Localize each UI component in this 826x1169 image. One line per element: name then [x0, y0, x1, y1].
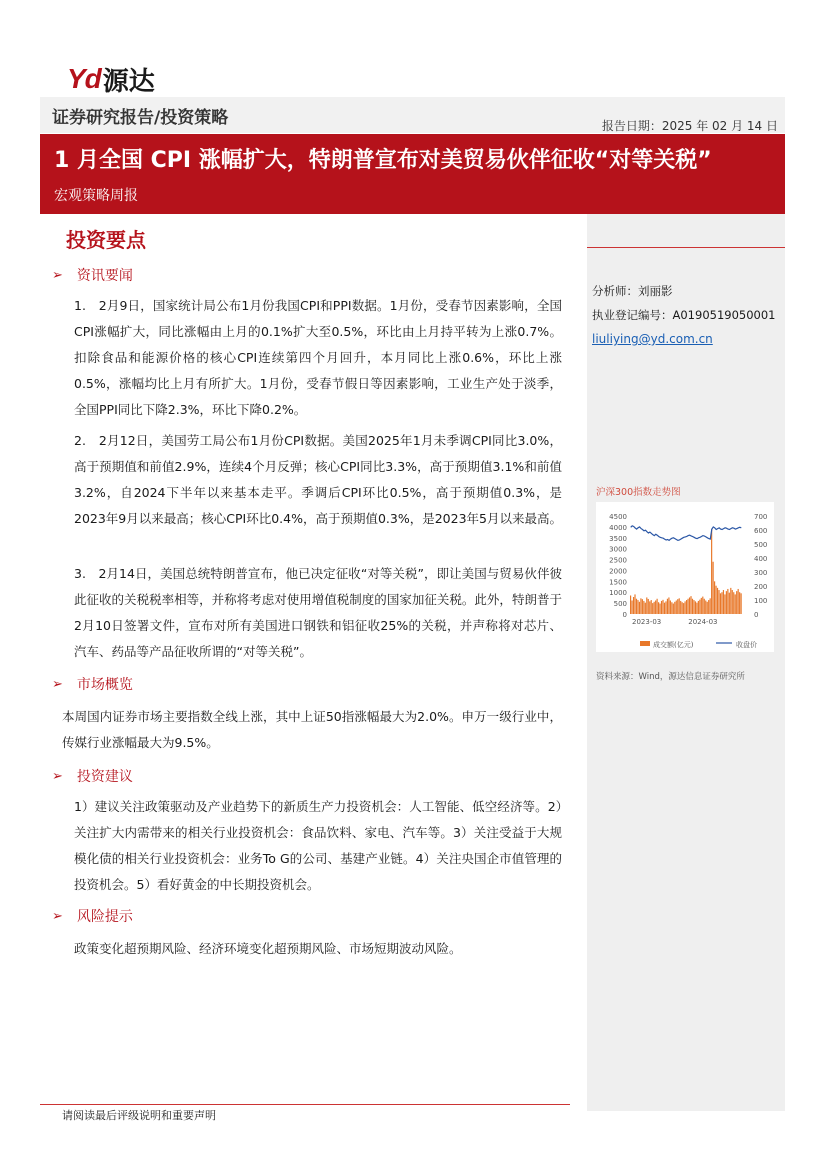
volume-bar [686, 600, 687, 614]
volume-bar [631, 600, 632, 614]
volume-bar [733, 592, 734, 614]
analyst-name: 分析师：刘丽影 [592, 284, 673, 298]
section-heading-label: 资讯要闻 [76, 268, 133, 284]
analyst-license: 执业登记编号：A0190519050001 [592, 308, 776, 322]
volume-bar [720, 593, 721, 614]
left-tick-label: 1000 [609, 589, 627, 598]
volume-bar [687, 599, 688, 614]
arrow-icon: ➢ [52, 908, 63, 924]
risk-warning: 政策变化超预期风险、经济环境变化超预期风险、市场短期波动风险。 [74, 941, 462, 956]
volume-bar [738, 589, 739, 614]
volume-bar [714, 581, 715, 614]
chart-title: 沪深300指数走势图 [596, 487, 681, 498]
volume-bar [717, 588, 718, 614]
close-line [631, 526, 742, 541]
section-heading-label: 市场概览 [76, 677, 133, 693]
volume-bar [701, 598, 702, 614]
logo-text: 源达 [102, 66, 155, 97]
left-tick-label: 500 [613, 600, 627, 609]
volume-bar [646, 597, 647, 614]
volume-bar [668, 597, 669, 614]
volume-bar [708, 600, 709, 614]
volume-bar [690, 596, 691, 614]
x-axis-ticks [632, 618, 717, 626]
report-title: 1 月全国 CPI 涨幅扩大，特朗普宣布对美贸易伙伴征收“对等关税” [54, 148, 712, 173]
right-tick-label: 600 [754, 527, 768, 535]
volume-bar [651, 600, 652, 614]
market-summary: 本周国内证券市场主要指数全线上涨，其中上证50指涨幅最大为2.0%。申万一级行业中，传媒行业涨幅最大为9.5%。 [62, 709, 562, 750]
volume-bar [633, 597, 634, 614]
left-tick-label: 2500 [609, 556, 627, 565]
volume-bar [665, 601, 666, 614]
arrow-icon: ➢ [52, 768, 63, 784]
company-logo [67, 62, 155, 96]
report-category: 证券研究报告/投资策略 [52, 108, 229, 128]
left-axis-ticks [609, 513, 627, 619]
volume-bar [645, 603, 646, 614]
volume-bar [721, 592, 722, 614]
left-tick-label: 2000 [609, 567, 627, 576]
volume-bar [634, 594, 635, 614]
chart-source: 资料来源：Wind，源达信息证券研究所 [596, 672, 745, 682]
volume-bar [727, 589, 728, 614]
close-price-line [631, 526, 742, 541]
volume-bar [654, 602, 655, 614]
volume-bar [676, 600, 677, 614]
volume-bar [739, 592, 740, 614]
volume-bar [689, 597, 690, 614]
volume-bar [692, 599, 693, 614]
arrow-icon: ➢ [52, 267, 63, 283]
key-points-title: 投资要点 [66, 228, 146, 252]
volume-bar [732, 590, 733, 614]
left-tick-label: 3000 [609, 545, 627, 554]
volume-bar [735, 594, 736, 614]
volume-bar [657, 599, 658, 614]
volume-bar [705, 600, 706, 614]
left-tick-label: 1500 [609, 578, 627, 587]
volume-bar [718, 590, 719, 614]
index-chart [596, 502, 774, 652]
volume-bar [667, 599, 668, 614]
logo-mark: Yd [67, 63, 101, 94]
right-tick-label: 100 [754, 597, 768, 605]
volume-bar [680, 601, 681, 614]
volume-bar [679, 598, 680, 614]
right-tick-label: 500 [754, 541, 768, 549]
volume-bar [655, 600, 656, 614]
volume-bar [699, 600, 700, 614]
section-heading-risk [52, 906, 133, 926]
news-item-3: 3. 2月14日，美国总统特朗普宣布，他已决定征收“对等关税”，即让美国与贸易伙伴彼此征收的关税税率相等，并称将考虑对使用增值税制度的国家加征关税。此外，特朗普于2月10日签署文件，宣布对所有美国进口钢铁和铝征收25%的关税，并声称将对芯片、汽车、药品等产品征收所谓的“对等关税”。 [74, 566, 562, 659]
volume-bar [643, 601, 644, 614]
news-item-1: 1. 2月9日，国家统计局公布1月份我国CPI和PPI数据。1月份，受春节因素影响，全国CPI涨幅扩大，同比涨幅由上月的0.1%扩大至0.5%，环比由上月持平转为上涨0.7%。扣除食品和能源价格的核心CPI连续第四个月回升，本月同比上涨0.6%，环比上涨0.5%，涨幅均比上月有所扩大。1月份，受春节假日等因素影响，工业生产处于淡季，全国PPI同比下降2.3%，环比下降0.2%。 [74, 298, 562, 417]
arrow-icon: ➢ [52, 676, 63, 692]
news-item-2: 2. 2月12日，美国劳工局公布1月份CPI数据。美国2025年1月未季调CPI同比3.0%，高于预期值和前值2.9%，连续4个月反弹；核心CPI同比3.3%，高于预期值3.1%和前值3.2%，自2024下半年以来基本走平。季调后CPI环比0.5%，高于预期值0.3%，是2023年9月以来最高；核心CPI环比0.4%，高于预期值0.3%，是2023年5月以来最高。 [74, 433, 562, 526]
legend-line-label: 收盘价 [736, 641, 757, 649]
section-heading-label: 投资建议 [76, 769, 133, 785]
analyst-email[interactable]: liuliying@yd.com.cn [592, 332, 713, 346]
legend-bar-label: 成交额(亿元) [653, 641, 694, 649]
volume-bar [661, 601, 662, 614]
volume-bar [637, 600, 638, 614]
section-heading-advice [52, 766, 133, 786]
volume-bar [736, 591, 737, 614]
volume-bar [729, 593, 730, 614]
volume-bar [710, 598, 711, 614]
investment-advice: 1）建议关注政策驱动及产业趋势下的新质生产力投资机会：人工智能、低空经济等。2）关注扩大内需带来的相关行业投资机会：食品饮料、家电、汽车等。3）关注受益于大规模化债的相关行业投资机会：业务To G的公司、基建产业链。4）关注央国企市值管理的投资机会。5）看好黄金的中长期投资机会。 [74, 799, 562, 892]
volume-bar [662, 600, 663, 614]
volume-bar [652, 603, 653, 614]
left-tick-label: 4000 [609, 523, 627, 532]
volume-bar [639, 602, 640, 614]
volume-bar [715, 586, 716, 614]
volume-bar [696, 603, 697, 614]
volume-bar [713, 562, 714, 614]
volume-bar [683, 603, 684, 614]
report-date: 报告日期：2025 年 02 月 14 日 [601, 119, 778, 133]
volume-bar [724, 594, 725, 614]
volume-bar [685, 601, 686, 614]
index-chart-svg [596, 502, 774, 652]
report-subtitle: 宏观策略周报 [54, 188, 138, 204]
right-axis-ticks [754, 513, 767, 619]
sidebar-divider [587, 247, 785, 248]
sidebar-panel [587, 214, 785, 1111]
volume-bar [649, 601, 650, 614]
right-tick-label: 400 [754, 555, 768, 563]
volume-bar [673, 604, 674, 614]
volume-bar [682, 602, 683, 614]
volume-bar [648, 599, 649, 614]
volume-bar [730, 588, 731, 614]
left-tick-label: 4500 [609, 513, 627, 521]
right-tick-label: 300 [754, 569, 768, 577]
volume-bar [642, 599, 643, 614]
legend-bar-swatch [640, 641, 650, 646]
volume-bar [677, 599, 678, 614]
volume-bars [630, 529, 742, 614]
section-heading-news [52, 265, 133, 285]
volume-bar [674, 602, 675, 614]
volume-bar [723, 590, 724, 614]
volume-bar [695, 601, 696, 614]
volume-bar [640, 598, 641, 614]
volume-bar [664, 603, 665, 614]
volume-bar [711, 529, 712, 614]
volume-bar [726, 591, 727, 614]
section-heading-label: 风险提示 [76, 909, 133, 925]
footer-note: 请阅读最后评级说明和重要声明 [62, 1109, 216, 1122]
volume-bar [658, 602, 659, 614]
volume-bar [702, 597, 703, 614]
volume-bar [741, 593, 742, 614]
right-tick-label: 700 [754, 513, 768, 521]
volume-bar [698, 601, 699, 614]
volume-bar [707, 602, 708, 614]
left-tick-label: 0 [622, 611, 627, 619]
volume-bar [636, 599, 637, 614]
x-tick-label: 2023-03 [632, 618, 662, 626]
right-tick-label: 0 [754, 611, 759, 619]
section-heading-market [52, 674, 133, 694]
chart-legend [640, 640, 757, 649]
footer-divider [40, 1104, 570, 1105]
volume-bar [693, 600, 694, 614]
volume-bar [671, 602, 672, 614]
volume-bar [630, 595, 631, 614]
right-tick-label: 200 [754, 583, 768, 591]
volume-bar [704, 599, 705, 614]
volume-bar [670, 600, 671, 614]
volume-bar [659, 604, 660, 614]
x-tick-label: 2024-03 [688, 618, 718, 626]
left-tick-label: 3500 [609, 534, 627, 543]
